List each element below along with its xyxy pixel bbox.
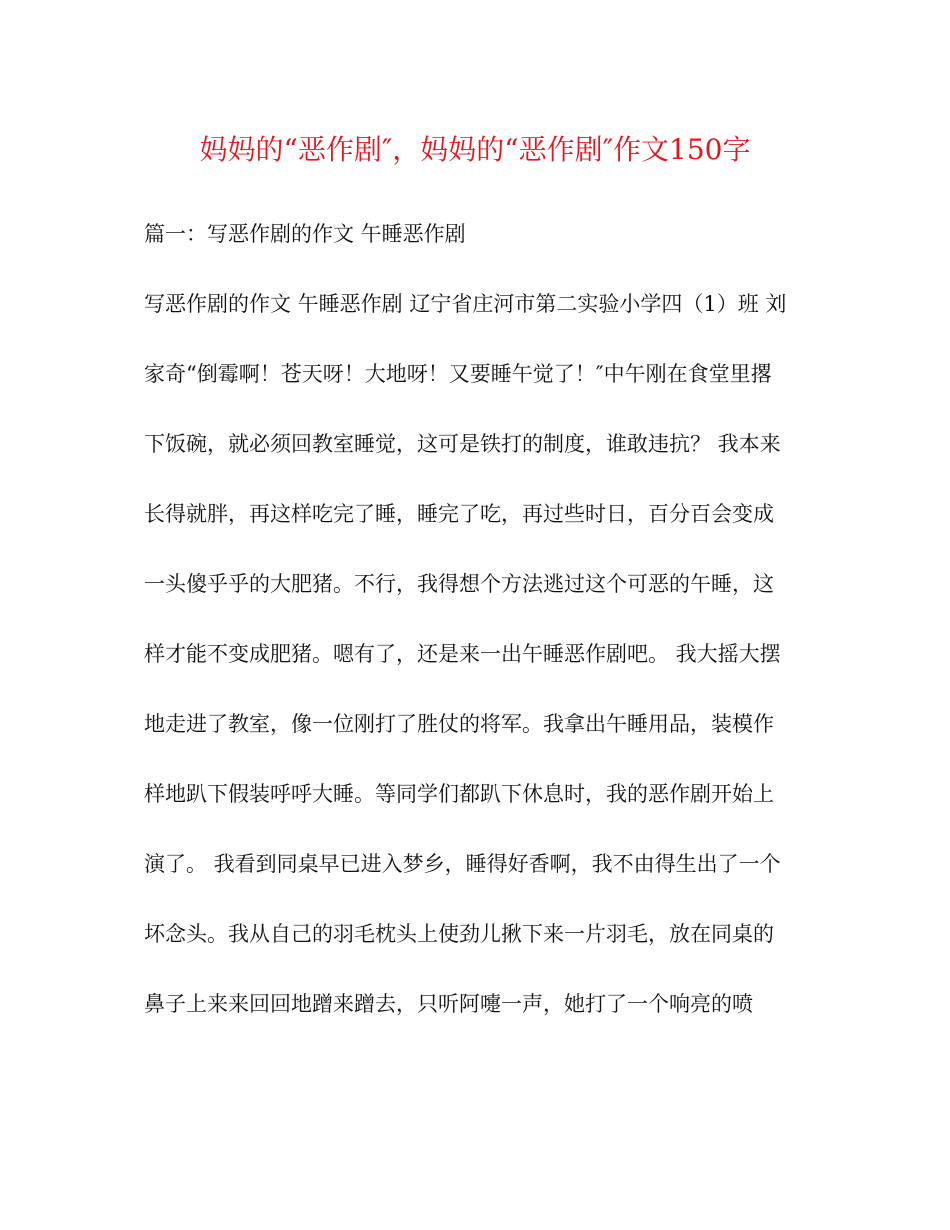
body-line: 样才能不变成肥猪。嗯有了，还是来一出午睡恶作剧吧。 我大摇大摆 — [144, 642, 781, 666]
section-heading: 篇一：写恶作剧的作文 午睡恶作剧 — [144, 222, 466, 246]
body-line: 地走进了教室，像一位刚打了胜仗的将军。我拿出午睡用品，装模作 — [144, 712, 774, 736]
body-line: 样地趴下假装呼呼大睡。等同学们都趴下休息时，我的恶作剧开始上 — [144, 782, 774, 806]
body-line: 家奇“倒霉啊！苍天呀！大地呀！又要睡午觉了！″中午刚在食堂里撂 — [144, 362, 772, 386]
body-line: 一头傻乎乎的大肥猪。不行，我得想个方法逃过这个可恶的午睡，这 — [144, 572, 774, 596]
body-line: 下饭碗，就必须回教室睡觉，这可是铁打的制度，谁敢违抗？ 我本来 — [144, 432, 781, 456]
document-title: 妈妈的“恶作剧″，妈妈的“恶作剧″作文150字 — [199, 133, 751, 166]
body-line: 写恶作剧的作文 午睡恶作剧 辽宁省庄河市第二实验小学四（1）班 刘 — [144, 292, 787, 316]
body-line: 坏念头。我从自己的羽毛枕头上使劲儿揪下来一片羽毛，放在同桌的 — [144, 922, 774, 946]
body-line: 长得就胖，再这样吃完了睡，睡完了吃，再过些时日，百分百会变成 — [144, 502, 774, 526]
body-line: 鼻子上来来回回地蹭来蹭去，只听阿嚏一声，她打了一个响亮的喷 — [144, 992, 753, 1016]
body-line: 演了。 我看到同桌早已进入梦乡，睡得好香啊，我不由得生出了一个 — [144, 852, 781, 876]
